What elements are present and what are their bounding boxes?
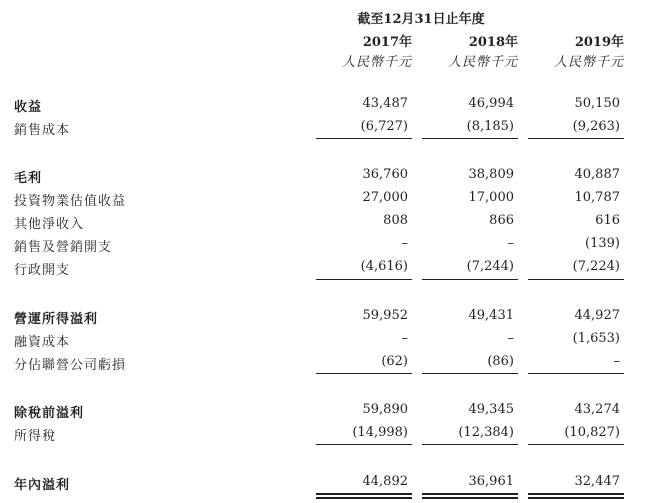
period-heading: 截至12月31日止年度 bbox=[357, 12, 485, 27]
cell-other-net-income-2019: 616 bbox=[595, 213, 620, 228]
cell-admin-expenses-2017: (4,616) bbox=[360, 259, 408, 274]
cell-gross-profit-2018: 38,809 bbox=[468, 167, 514, 182]
cell-profit-before-tax-2018: 49,345 bbox=[468, 402, 514, 417]
subtotal-rule bbox=[422, 138, 518, 139]
cell-income-tax-2018: (12,384) bbox=[458, 425, 514, 440]
total-double-rule bbox=[422, 493, 518, 495]
cell-operating-profit-2019: 44,927 bbox=[574, 308, 620, 323]
cell-gross-profit-2019: 40,887 bbox=[574, 167, 620, 182]
row-label-other-net-income: 其他淨收入 bbox=[14, 217, 85, 232]
subtotal-rule bbox=[528, 373, 624, 374]
row-label-income-tax: 所得稅 bbox=[14, 429, 57, 444]
row-label-associate-losses: 分佔聯營公司虧損 bbox=[14, 358, 127, 373]
subtotal-rule bbox=[316, 444, 412, 445]
row-label-admin-expenses: 行政開支 bbox=[14, 263, 71, 278]
subtotal-rule bbox=[528, 138, 624, 139]
cell-other-net-income-2018: 866 bbox=[489, 213, 514, 228]
row-label-finance-costs: 融資成本 bbox=[14, 335, 71, 350]
total-double-rule bbox=[316, 497, 412, 499]
subtotal-rule bbox=[422, 279, 518, 280]
cell-operating-profit-2018: 49,431 bbox=[468, 308, 514, 323]
row-label-investment-property-gain: 投資物業估值收益 bbox=[14, 194, 127, 209]
cell-finance-costs-2019: (1,653) bbox=[572, 331, 620, 346]
cell-associate-losses-2019: – bbox=[613, 354, 620, 369]
cell-revenue-2019: 50,150 bbox=[574, 96, 620, 111]
cell-cost-of-sales-2018: (8,185) bbox=[466, 119, 514, 134]
subtotal-rule bbox=[422, 444, 518, 445]
row-label-revenue: 收益 bbox=[14, 100, 43, 115]
subtotal-rule bbox=[528, 444, 624, 445]
subtotal-rule bbox=[316, 373, 412, 374]
year-2019-header: 2019年 bbox=[574, 35, 624, 50]
unit-2017: 人民幣千元 bbox=[341, 55, 412, 70]
cell-profit-before-tax-2017: 59,890 bbox=[362, 402, 408, 417]
cell-selling-expenses-2017: – bbox=[401, 236, 408, 251]
cell-cost-of-sales-2017: (6,727) bbox=[360, 119, 408, 134]
cell-finance-costs-2017: – bbox=[401, 331, 408, 346]
row-label-profit-for-year: 年內溢利 bbox=[14, 478, 71, 493]
cell-profit-for-year-2018: 36,961 bbox=[468, 474, 514, 489]
subtotal-rule bbox=[528, 279, 624, 280]
year-2018-header: 2018年 bbox=[468, 35, 518, 50]
row-label-gross-profit: 毛利 bbox=[14, 171, 43, 186]
cell-profit-before-tax-2019: 43,274 bbox=[574, 402, 620, 417]
cell-revenue-2018: 46,994 bbox=[468, 96, 514, 111]
total-double-rule bbox=[422, 497, 518, 499]
cell-finance-costs-2018: – bbox=[507, 331, 514, 346]
cell-profit-for-year-2019: 32,447 bbox=[574, 474, 620, 489]
cell-profit-for-year-2017: 44,892 bbox=[362, 474, 408, 489]
cell-revenue-2017: 43,487 bbox=[362, 96, 408, 111]
cell-investment-property-gain-2017: 27,000 bbox=[362, 190, 408, 205]
subtotal-rule bbox=[422, 373, 518, 374]
row-label-cost-of-sales: 銷售成本 bbox=[14, 123, 71, 138]
cell-admin-expenses-2018: (7,244) bbox=[466, 259, 514, 274]
cell-selling-expenses-2018: – bbox=[507, 236, 514, 251]
cell-income-tax-2019: (10,827) bbox=[564, 425, 620, 440]
total-double-rule bbox=[528, 497, 624, 499]
cell-gross-profit-2017: 36,760 bbox=[362, 167, 408, 182]
cell-cost-of-sales-2019: (9,263) bbox=[572, 119, 620, 134]
row-label-selling-expenses: 銷售及營銷開支 bbox=[14, 240, 113, 255]
cell-investment-property-gain-2018: 17,000 bbox=[468, 190, 514, 205]
cell-admin-expenses-2019: (7,224) bbox=[572, 259, 620, 274]
unit-2019: 人民幣千元 bbox=[553, 55, 624, 70]
row-label-profit-before-tax: 除稅前溢利 bbox=[14, 406, 85, 421]
cell-investment-property-gain-2019: 10,787 bbox=[574, 190, 620, 205]
cell-income-tax-2017: (14,998) bbox=[352, 425, 408, 440]
subtotal-rule bbox=[316, 138, 412, 139]
year-2017-header: 2017年 bbox=[362, 35, 412, 50]
cell-operating-profit-2017: 59,952 bbox=[362, 308, 408, 323]
cell-associate-losses-2018: (86) bbox=[487, 354, 514, 369]
subtotal-rule bbox=[316, 279, 412, 280]
cell-associate-losses-2017: (62) bbox=[381, 354, 408, 369]
cell-selling-expenses-2019: (139) bbox=[585, 236, 620, 251]
unit-2018: 人民幣千元 bbox=[447, 55, 518, 70]
total-double-rule bbox=[528, 493, 624, 495]
row-label-operating-profit: 營運所得溢利 bbox=[14, 312, 99, 327]
cell-other-net-income-2017: 808 bbox=[383, 213, 408, 228]
total-double-rule bbox=[316, 493, 412, 495]
